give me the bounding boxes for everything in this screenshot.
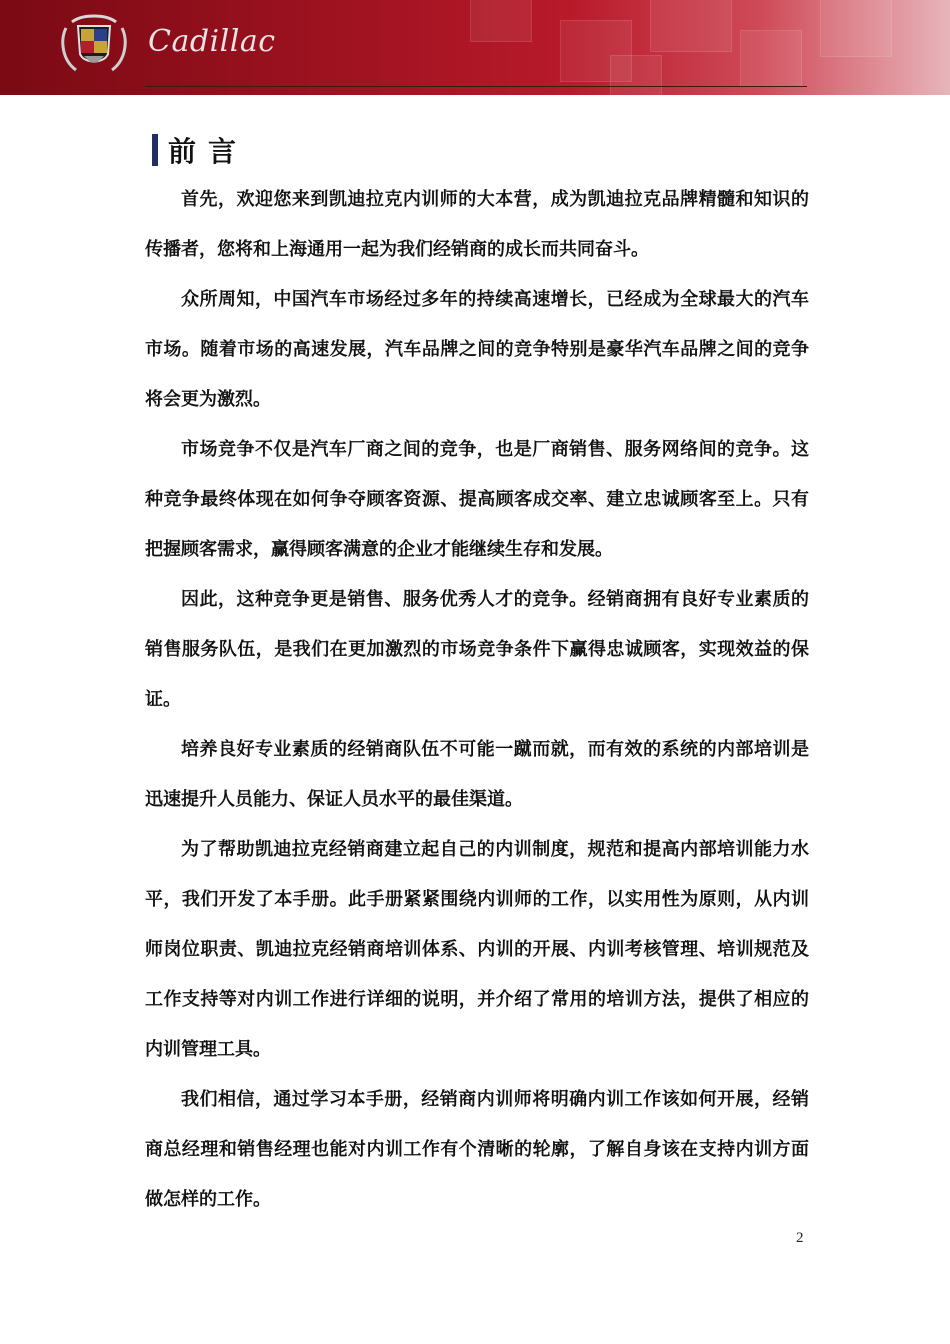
brand-wordmark: Cadillac — [148, 24, 276, 59]
page-number: 2 — [796, 1230, 804, 1246]
section-heading — [152, 132, 248, 168]
cadillac-crest-icon — [58, 10, 130, 78]
paragraph-3: 市场竞争不仅是汽车厂商之间的竞争，也是厂商销售、服务网络间的竞争。这种竞争最终体现在如何争夺顾客资源、提高顾客成交率、建立忠诚顾客至上。只有把握顾客需求，赢得顾客满意的企业才能继续生存和发展。 — [145, 439, 809, 560]
paragraph-6: 为了帮助凯迪拉克经销商建立起自己的内训制度，规范和提高内部培训能力水平，我们开发了本手册。此手册紧紧围绕内训师的工作，以实用性为原则，从内训师岗位职责、凯迪拉克经销商培训体系、内训的开展、内训考核管理、培训规范及工作支持等对内训工作进行详细的说明，并介绍了常用的培训方法，提供了相应的内训管理工具。 — [145, 839, 809, 1060]
paragraph-7: 我们相信，通过学习本手册，经销商内训师将明确内训工作该如何开展，经销商总经理和销售经理也能对内训工作有个清晰的轮廓，了解自身该在支持内训方面做怎样的工作。 — [145, 1089, 809, 1210]
paragraph-4: 因此，这种竞争更是销售、服务优秀人才的竞争。经销商拥有良好专业素质的销售服务队伍，是我们在更加激烈的市场竞争条件下赢得忠诚顾客，实现效益的保证。 — [145, 589, 809, 710]
header-banner — [0, 0, 950, 95]
paragraph-5: 培养良好专业素质的经销商队伍不可能一蹴而就，而有效的系统的内部培训是迅速提升人员能力、保证人员水平的最佳渠道。 — [145, 739, 809, 810]
heading-marker — [152, 134, 158, 166]
page-title: 前言 — [168, 135, 249, 168]
paragraph-2: 众所周知，中国汽车市场经过多年的持续高速增长，已经成为全球最大的汽车市场。随着市场的高速发展，汽车品牌之间的竞争特别是豪华汽车品牌之间的竞争将会更为激烈。 — [145, 289, 809, 410]
header-divider — [145, 86, 807, 87]
body-text — [145, 175, 809, 1225]
paragraph-1: 首先，欢迎您来到凯迪拉克内训师的大本营，成为凯迪拉克品牌精髓和知识的传播者，您将和上海通用一起为我们经销商的成长而共同奋斗。 — [145, 189, 809, 260]
